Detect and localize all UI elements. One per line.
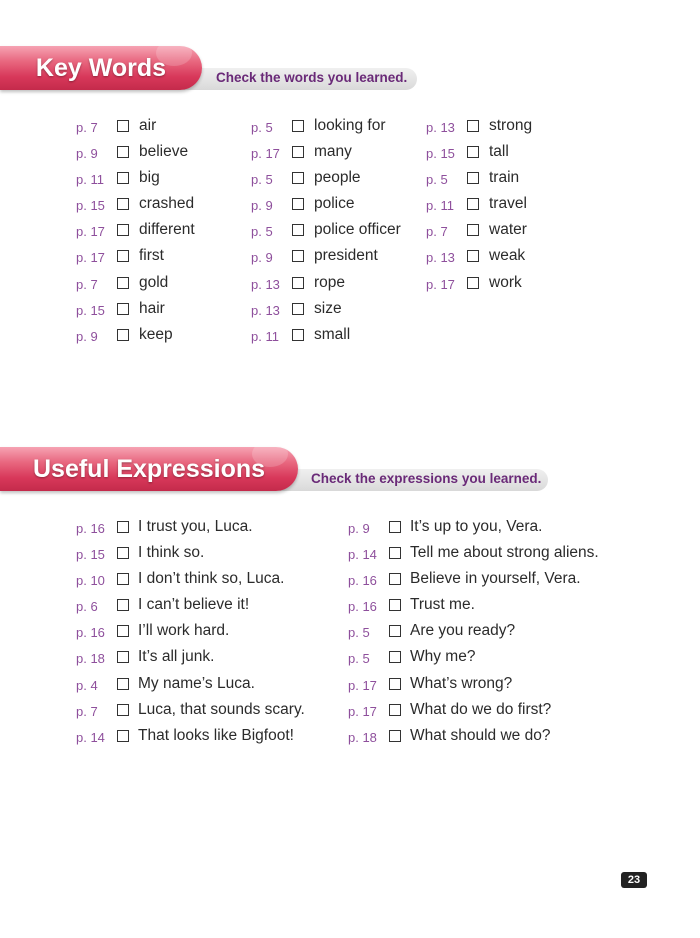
item-text: Tell me about strong aliens.: [410, 544, 599, 562]
item-text: work: [489, 273, 522, 291]
item-text: Luca, that sounds scary.: [138, 700, 305, 718]
checkbox[interactable]: [117, 146, 129, 158]
checkbox[interactable]: [117, 625, 129, 637]
checkbox[interactable]: [292, 198, 304, 210]
page-reference: p. 14: [348, 547, 377, 563]
page-reference: p. 13: [251, 302, 280, 318]
page-reference: p. 17: [251, 146, 280, 162]
checkbox[interactable]: [389, 651, 401, 663]
checkbox[interactable]: [117, 198, 129, 210]
checkbox[interactable]: [389, 625, 401, 637]
item-text: train: [489, 169, 520, 187]
checkbox[interactable]: [117, 678, 129, 690]
item-text: It’s up to you, Vera.: [410, 518, 543, 535]
checkbox[interactable]: [292, 172, 304, 184]
checkbox[interactable]: [117, 521, 129, 533]
page-reference: p. 16: [76, 625, 105, 641]
item-text: I’ll work hard.: [138, 622, 230, 640]
page-reference: p. 17: [348, 677, 377, 693]
item-text: That looks like Bigfoot!: [138, 726, 294, 744]
checkbox[interactable]: [117, 730, 129, 742]
page-reference: p. 18: [76, 651, 105, 667]
item-text: size: [314, 299, 342, 317]
page-reference: p. 15: [76, 198, 105, 214]
item-text: police: [314, 195, 355, 213]
item-text: What do we do first?: [410, 700, 552, 718]
checkbox[interactable]: [117, 573, 129, 585]
useful-expressions-subtitle: Check the expressions you learned.: [311, 471, 542, 486]
page-reference: p. 9: [76, 146, 98, 162]
checkbox[interactable]: [292, 329, 304, 341]
item-text: gold: [139, 273, 169, 291]
checkbox[interactable]: [467, 224, 479, 236]
item-text: believe: [139, 143, 189, 161]
page-reference: p. 7: [76, 703, 98, 719]
page-reference: p. 18: [348, 729, 377, 745]
page-reference: p. 5: [426, 172, 448, 188]
item-text: different: [139, 221, 195, 239]
page-reference: p. 13: [426, 120, 455, 135]
item-text: people: [314, 169, 361, 187]
checkbox[interactable]: [467, 172, 479, 184]
item-text: I don’t think so, Luca.: [138, 570, 285, 588]
page-reference: p. 10: [76, 573, 105, 589]
checkbox[interactable]: [292, 277, 304, 289]
checkbox[interactable]: [389, 547, 401, 559]
useful-expressions-title: Useful Expressions: [32, 455, 266, 483]
page-reference: p. 15: [76, 302, 105, 318]
checkbox[interactable]: [117, 224, 129, 236]
item-text: I think so.: [138, 544, 205, 562]
checkbox[interactable]: [117, 704, 129, 716]
checkbox[interactable]: [389, 599, 401, 611]
page-reference: p. 9: [251, 250, 273, 266]
item-text: small: [314, 325, 351, 343]
item-text: It’s all junk.: [138, 648, 215, 666]
page-reference: p. 14: [76, 729, 105, 745]
item-text: many: [314, 143, 352, 161]
checkbox[interactable]: [467, 277, 479, 289]
page-reference: p. 15: [426, 146, 455, 162]
item-text: big: [139, 169, 160, 187]
item-text: What’s wrong?: [410, 674, 513, 692]
checkbox[interactable]: [467, 120, 479, 132]
page-number: 23: [621, 872, 647, 888]
checkbox[interactable]: [467, 250, 479, 262]
page-reference: p. 5: [348, 625, 370, 641]
key-words-title: Key Words: [35, 54, 167, 82]
item-text: tall: [489, 143, 509, 161]
checkbox[interactable]: [389, 704, 401, 716]
page-reference: p. 7: [76, 276, 98, 292]
page-reference: p. 5: [251, 224, 273, 240]
item-text: My name’s Luca.: [138, 674, 255, 692]
checkbox[interactable]: [117, 599, 129, 611]
checkbox[interactable]: [117, 277, 129, 289]
page-reference: p. 16: [348, 573, 377, 589]
page-reference: p. 17: [76, 224, 105, 240]
page-reference: p. 11: [76, 172, 104, 188]
item-text: Are you ready?: [410, 622, 516, 640]
checkbox[interactable]: [389, 521, 401, 533]
item-text: rope: [314, 273, 346, 291]
checkbox[interactable]: [117, 547, 129, 559]
item-text: looking for: [314, 117, 386, 134]
checkbox[interactable]: [117, 250, 129, 262]
page-reference: p. 16: [76, 521, 105, 536]
page-reference: p. 17: [426, 276, 455, 292]
page-reference: p. 4: [76, 677, 98, 693]
checkbox[interactable]: [117, 651, 129, 663]
page-reference: p. 7: [76, 120, 98, 135]
item-text: first: [139, 247, 164, 265]
checkbox[interactable]: [292, 120, 304, 132]
item-text: strong: [489, 117, 533, 134]
checkbox[interactable]: [117, 303, 129, 315]
page-reference: p. 9: [76, 328, 98, 344]
page-reference: p. 15: [76, 547, 105, 563]
checkbox[interactable]: [389, 678, 401, 690]
item-text: I trust you, Luca.: [138, 518, 253, 535]
checkbox[interactable]: [117, 329, 129, 341]
checkbox[interactable]: [467, 146, 479, 158]
checkbox[interactable]: [389, 730, 401, 742]
item-text: police officer: [314, 221, 401, 239]
checkbox[interactable]: [292, 224, 304, 236]
item-text: weak: [489, 247, 526, 265]
item-text: keep: [139, 325, 173, 343]
item-text: president: [314, 247, 378, 265]
item-text: air: [139, 117, 157, 134]
key-words-banner: [0, 46, 420, 96]
checkbox[interactable]: [467, 198, 479, 210]
item-text: Believe in yourself, Vera.: [410, 570, 581, 588]
page-reference: p. 5: [251, 120, 273, 135]
page-reference: p. 6: [76, 599, 98, 615]
useful-expressions-banner: [0, 447, 560, 497]
page-reference: p. 11: [251, 328, 279, 344]
item-text: hair: [139, 299, 165, 317]
checkbox[interactable]: [292, 303, 304, 315]
page-reference: p. 17: [76, 250, 105, 266]
page-reference: p. 9: [251, 198, 273, 214]
useful-expressions-title-tab: [0, 447, 298, 491]
item-text: crashed: [139, 195, 195, 213]
page-reference: p. 17: [348, 703, 377, 719]
item-text: travel: [489, 195, 527, 213]
checkbox[interactable]: [389, 573, 401, 585]
key-words-title-tab: [0, 46, 202, 90]
item-text: Why me?: [410, 648, 476, 666]
page-reference: p. 9: [348, 521, 370, 536]
checkbox[interactable]: [292, 250, 304, 262]
page-reference: p. 13: [251, 276, 280, 292]
item-text: What should we do?: [410, 726, 551, 744]
page-reference: p. 5: [251, 172, 273, 188]
key-words-subtitle: Check the words you learned.: [216, 70, 408, 85]
item-text: water: [489, 221, 527, 239]
checkbox[interactable]: [117, 172, 129, 184]
checkbox[interactable]: [117, 120, 129, 132]
page-reference: p. 13: [426, 250, 455, 266]
item-text: Trust me.: [410, 596, 475, 614]
page-reference: p. 5: [348, 651, 370, 667]
page-reference: p. 11: [426, 198, 454, 214]
checkbox[interactable]: [292, 146, 304, 158]
page-reference: p. 16: [348, 599, 377, 615]
item-text: I can’t believe it!: [138, 596, 250, 614]
page-reference: p. 7: [426, 224, 448, 240]
